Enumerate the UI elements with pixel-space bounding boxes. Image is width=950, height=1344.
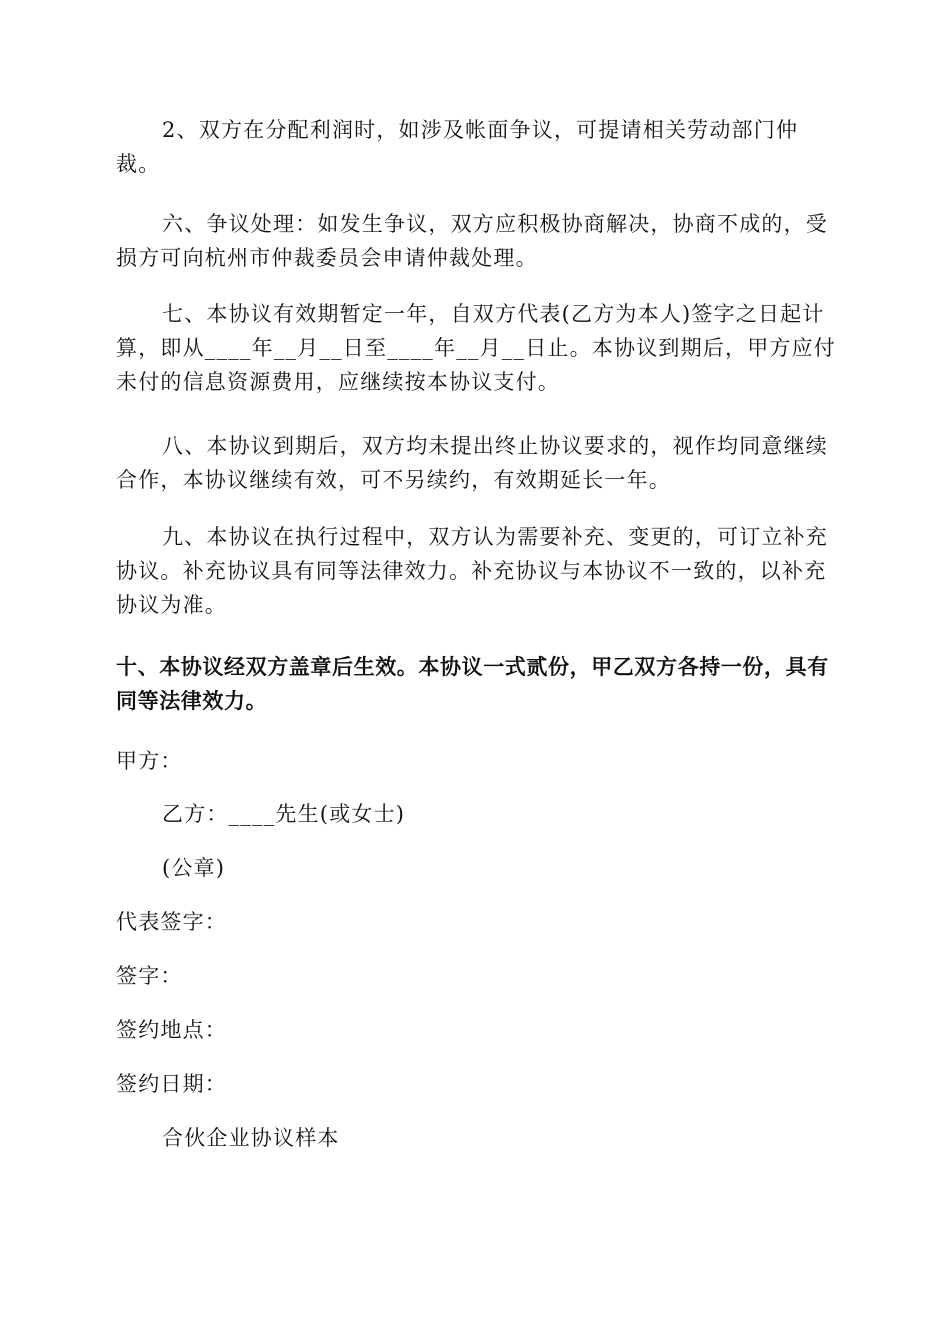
sign-date-label: 签约日期： bbox=[116, 1072, 227, 1096]
clause-nine-supplement: 九、本协议在执行过程中，双方认为需要补充、变更的，可订立补充协议。补充协议具有同等法律效力。补充协议与本协议不一致的，以补充协议为准。 bbox=[116, 525, 828, 617]
signature-label: 签字： bbox=[116, 964, 183, 988]
clause-seven-validity: 七、本协议有效期暂定一年，自双方代表(乙方为本人)签字之日起计算，即从____年__月__日至____年__月__日止。本协议到期后，甲方应付未付的信息资源费用，应继续按本协议支付。 bbox=[116, 302, 836, 394]
party-b-label: 乙方：____先生(或女士) bbox=[162, 802, 406, 826]
next-document-title: 合伙企业协议样本 bbox=[162, 1126, 340, 1150]
clause-profit-dispute: 2、双方在分配利润时，如涉及帐面争议，可提请相关劳动部门仲裁。 bbox=[116, 118, 799, 176]
clause-ten-effective: 十、本协议经双方盖章后生效。本协议一式贰份，甲乙双方各持一份，具有同等法律效力。 bbox=[116, 655, 829, 713]
clause-eight-renewal: 八、本协议到期后，双方均未提出终止协议要求的，视作均同意继续合作，本协议继续有效，可不另续约，有效期延长一年。 bbox=[116, 434, 828, 492]
sign-place-label: 签约地点： bbox=[116, 1018, 227, 1042]
party-a-label: 甲方： bbox=[116, 749, 183, 773]
clause-six-dispute-handling: 六、争议处理：如发生争议，双方应积极协商解决，协商不成的，受损方可向杭州市仲裁委员会申请仲裁处理。 bbox=[116, 212, 828, 270]
representative-signature-label: 代表签字： bbox=[116, 910, 227, 934]
seal-label: (公章) bbox=[162, 856, 226, 880]
